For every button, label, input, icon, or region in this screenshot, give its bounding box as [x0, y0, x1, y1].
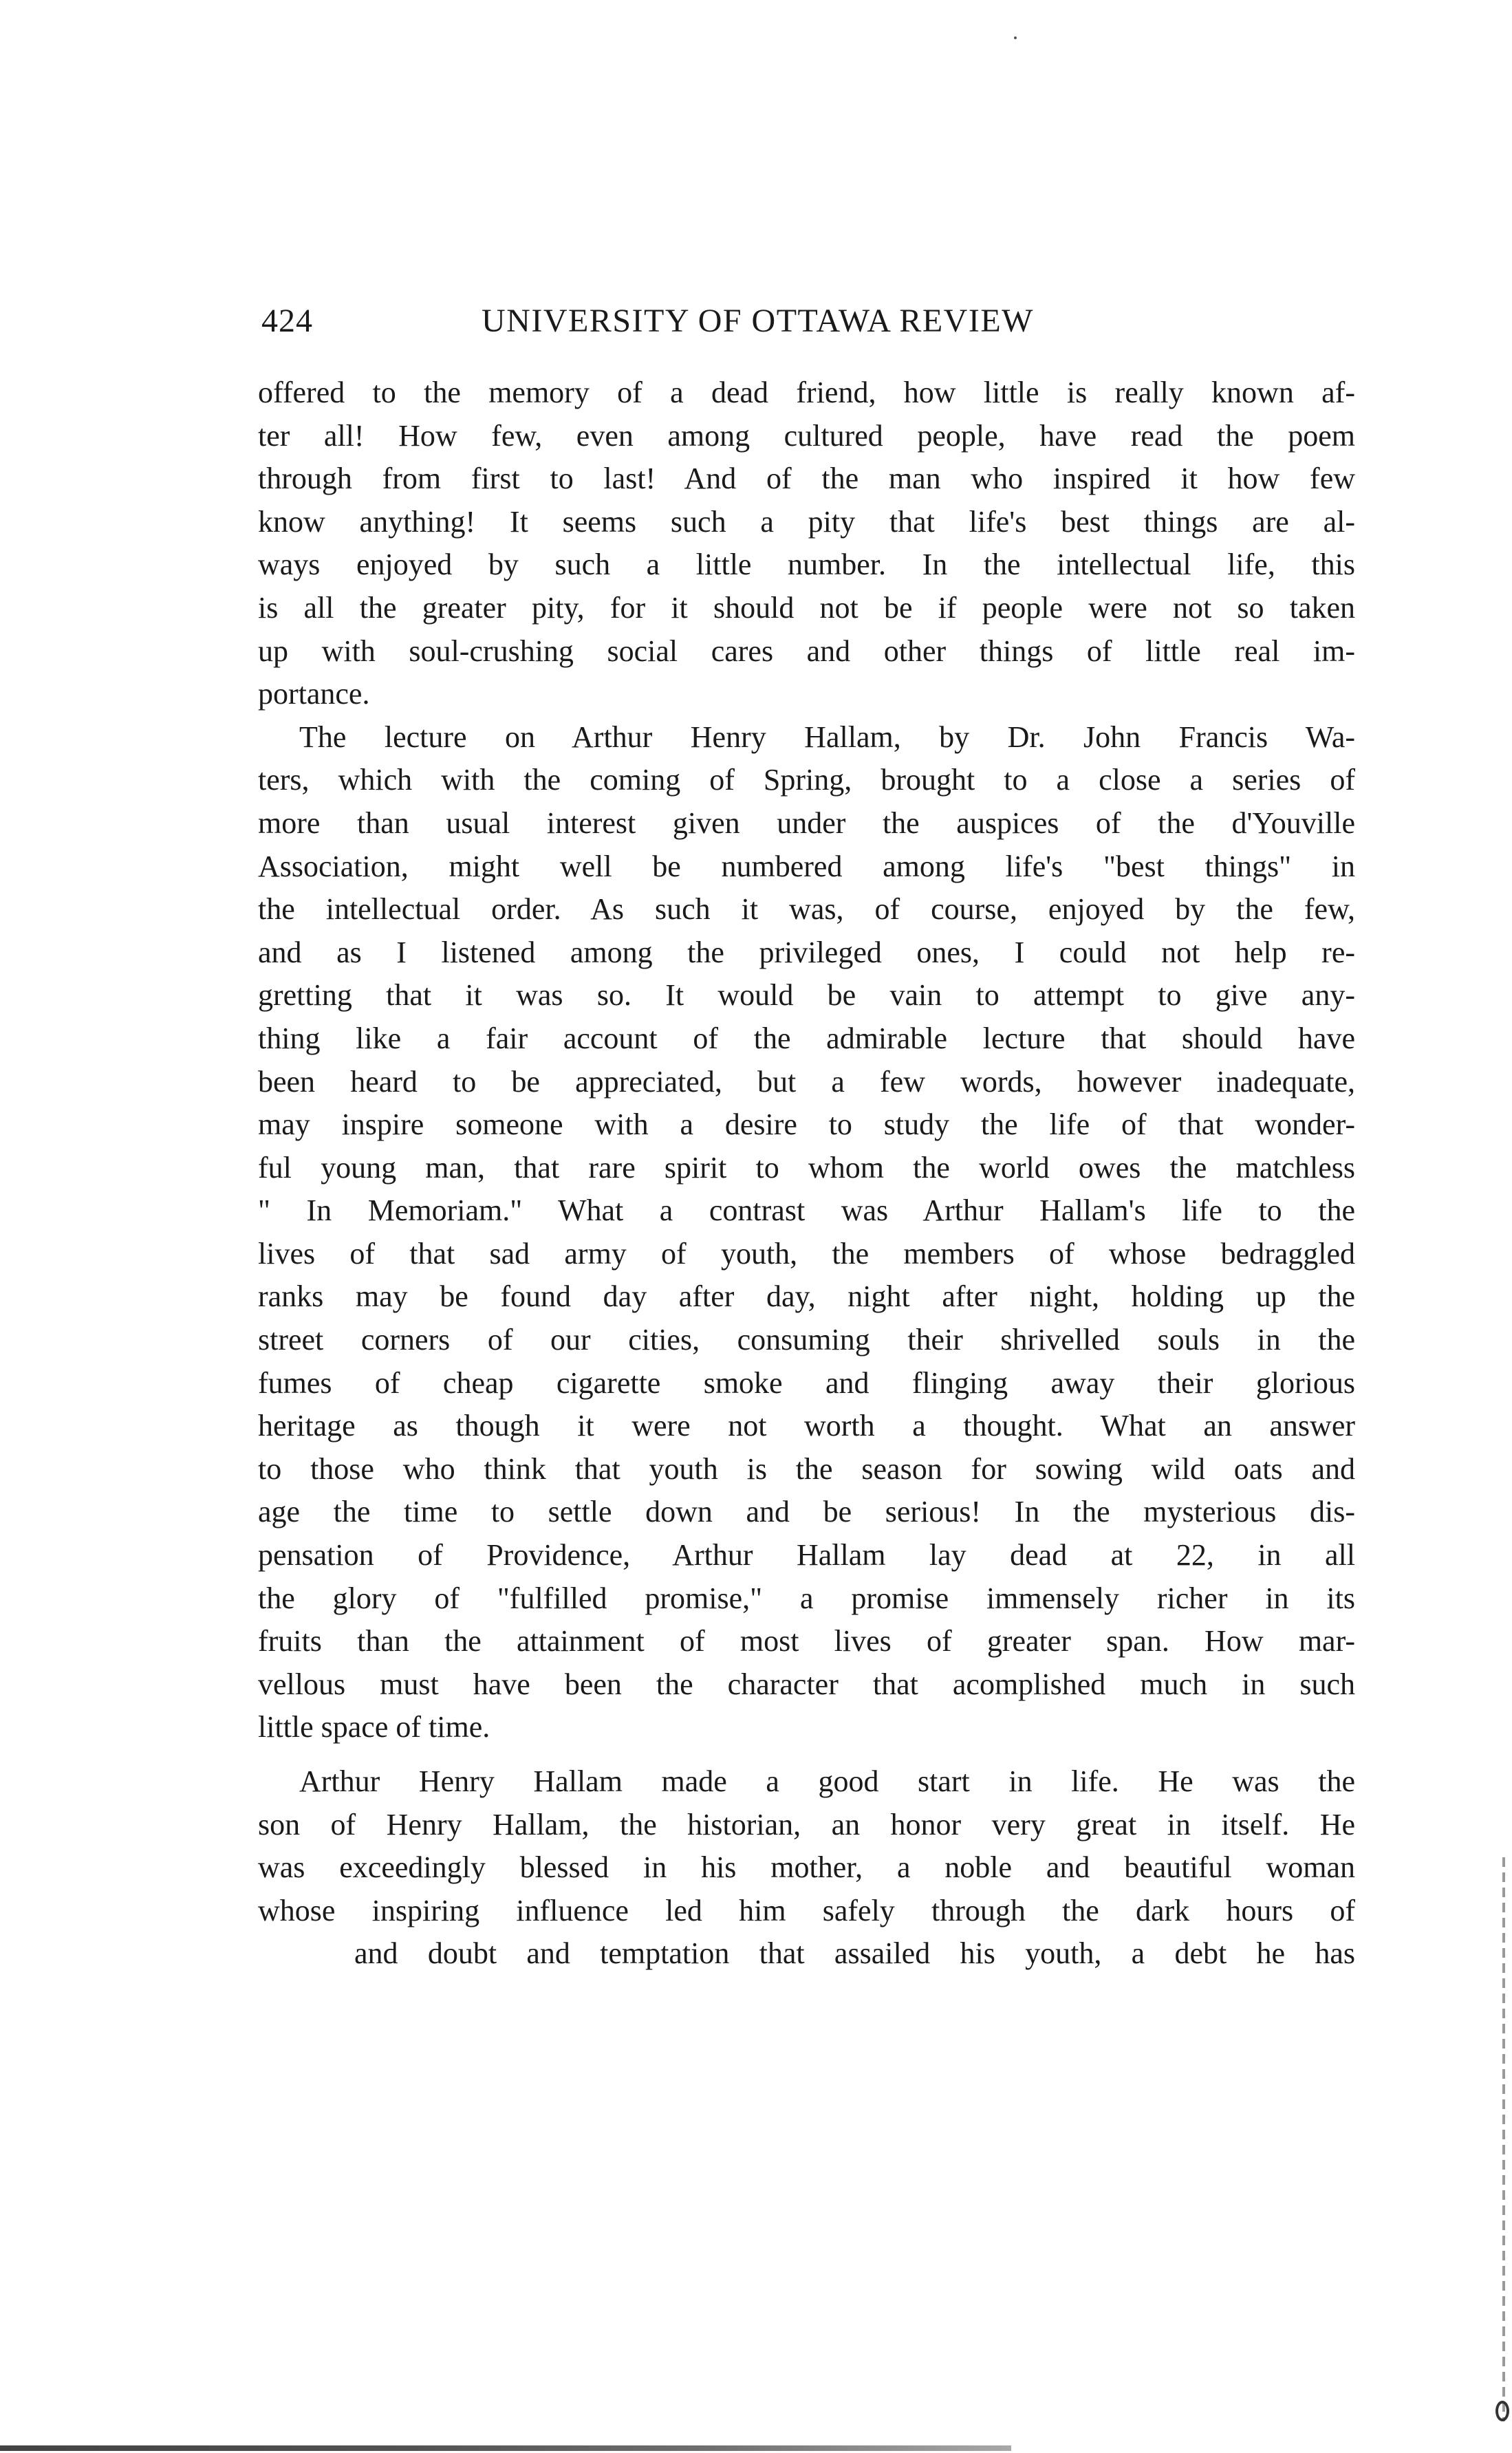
text-line: the glory of "fulfilled promise," a promise immensely richer in its [258, 1581, 1355, 1615]
text-line: gretting that it was so. It would be vain to attempt to give any- [258, 978, 1355, 1013]
text-line: pensation of Providence, Arthur Hallam lay dead at 22, in all [258, 1538, 1355, 1573]
scan-edge-mark [1502, 1857, 1505, 2421]
text-line: ways enjoyed by such a little number. In the intellectual life, this [258, 548, 1355, 582]
text-line: offered to the memory of a dead friend, how little is really known af- [258, 376, 1355, 409]
text-line: through from first to last! And of the man who inspired it how few [258, 462, 1355, 496]
text-line: lives of that sad army of youth, the members of whose bedraggled [258, 1236, 1355, 1271]
text-line: may inspire someone with a desire to study the life of that wonder- [258, 1107, 1355, 1142]
text-line: ters, which with the coming of Spring, brought to a close a series of [258, 763, 1355, 797]
text-line: little space of time. [258, 1710, 490, 1744]
text-line: vellous must have been the character that acomplished much in such [258, 1667, 1355, 1701]
text-line: " In Memoriam." What a contrast was Arthur Hallam's life to the [258, 1193, 1355, 1228]
running-head: UNIVERSITY OF OTTAWA REVIEW [482, 303, 1034, 339]
paragraph-3 [258, 1760, 1355, 1976]
text-line: The lecture on Arthur Henry Hallam, by Dr. John Francis Wa- [299, 720, 1355, 754]
text-line: Association, might well be numbered among life's "best things" in [258, 849, 1355, 883]
text-line: son of Henry Hallam, the historian, an honor very great in itself. He [258, 1807, 1355, 1841]
scan-speck [1014, 36, 1017, 39]
text-line: street corners of our cities, consuming their shrivelled souls in the [258, 1323, 1355, 1357]
page-number: 424 [261, 303, 313, 339]
text-line: more than usual interest given under the auspices of the d'Youville [258, 806, 1355, 840]
page-header [261, 297, 1362, 345]
text-line: portance. [258, 677, 370, 711]
text-line: Arthur Henry Hallam made a good start in life. He was the [299, 1764, 1355, 1798]
text-line: thing like a fair account of the admirable lecture that should have [258, 1021, 1355, 1055]
paragraph-2 [258, 716, 1355, 1749]
text-line: and doubt and temptation that assailed his youth, a debt he has [354, 1936, 1355, 1971]
text-line: up with soul-crushing social cares and other things of little real im- [258, 634, 1355, 668]
text-line: been heard to be appreciated, but a few words, however inadequate, [258, 1064, 1355, 1099]
scan-edge-glyph [1495, 2401, 1509, 2421]
text-line: ter all! How few, even among cultured people, have read the poem [258, 418, 1355, 453]
text-line: fumes of cheap cigarette smoke and flinging away their glorious [258, 1365, 1355, 1400]
text-line: fruits than the attainment of most lives of greater span. How mar- [258, 1624, 1355, 1658]
text-line: know anything! It seems such a pity that life's best things are al- [258, 504, 1355, 539]
body-text [258, 371, 1355, 1976]
text-line: was exceedingly blessed in his mother, a noble and beautiful woman [258, 1850, 1355, 1885]
scan-bottom-rule [0, 2445, 1011, 2451]
text-line: heritage as though it were not worth a thought. What an answer [258, 1409, 1355, 1443]
text-line: age the time to settle down and be serious! In the mysterious dis- [258, 1495, 1355, 1529]
text-line: is all the greater pity, for it should not be if people were not so taken [258, 590, 1355, 625]
text-line: ranks may be found day after day, night after night, holding up the [258, 1279, 1355, 1314]
paragraph-1 [258, 371, 1355, 716]
text-line: to those who think that youth is the season for sowing wild oats and [258, 1451, 1355, 1486]
text-line: whose inspiring influence led him safely through the dark hours of [258, 1893, 1355, 1927]
text-line: and as I listened among the privileged ones, I could not help re- [258, 935, 1355, 969]
paragraph-gap [258, 1749, 1355, 1760]
text-line: the intellectual order. As such it was, of course, enjoyed by the few, [258, 892, 1355, 927]
text-line: ful young man, that rare spirit to whom the world owes the matchless [258, 1150, 1355, 1185]
